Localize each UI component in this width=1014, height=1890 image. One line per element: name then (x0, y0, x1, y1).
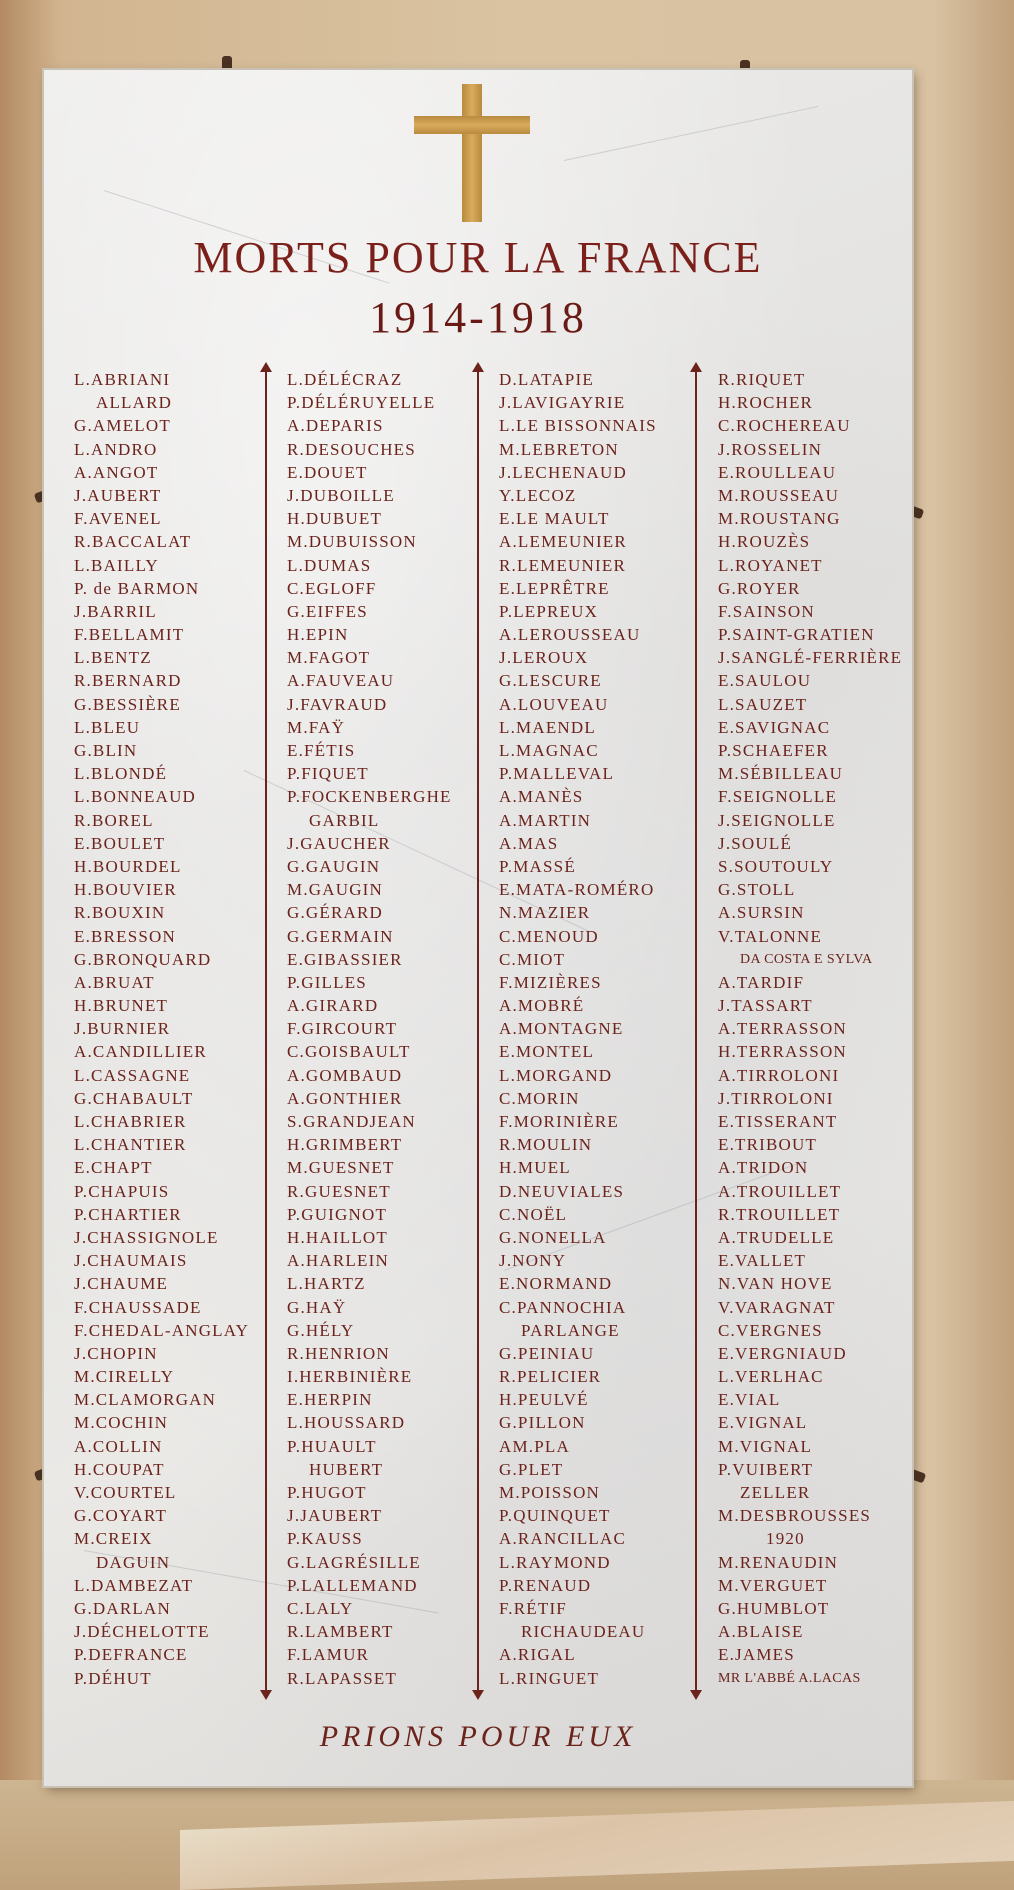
name-entry: E.LE MAULT (499, 509, 610, 529)
name-entry: L.DUMAS (287, 555, 372, 575)
name-entry: M.SÉBILLEAU (718, 764, 844, 784)
name-entry: J.TASSART (718, 996, 813, 1016)
name-entry: G.BLIN (74, 741, 138, 760)
name-entry: L.CHANTIER (74, 1135, 187, 1155)
name-entry: C.NOËL (499, 1204, 568, 1224)
name-entry: L.DAMBEZAT (74, 1575, 194, 1595)
name-entry: DAGUIN (96, 1552, 171, 1572)
name-entry: M.GUESNET (287, 1158, 395, 1178)
column-divider (695, 366, 697, 1696)
name-entry: P.CHARTIER (74, 1204, 182, 1224)
name-entry: P.LALLEMAND (287, 1575, 418, 1595)
name-entry: P.SCHAEFER (718, 741, 829, 760)
name-entry: H.MUEL (499, 1158, 571, 1178)
name-entry: P.HUGOT (287, 1483, 367, 1502)
name-entry: G.BRONQUARD (74, 949, 212, 969)
name-entry: E.VIAL (718, 1390, 781, 1410)
cross-icon (462, 84, 482, 222)
name-entry: L.BLEU (74, 717, 141, 737)
name-entry: L.ANDRO (74, 439, 158, 459)
name-entry: E.MONTEL (499, 1042, 595, 1062)
name-entry: A.GOMBAUD (287, 1065, 403, 1085)
name-entry: H.TERRASSON (718, 1042, 847, 1062)
name-entry: G.HÉLY (287, 1320, 355, 1340)
name-entry: J.DUBOILLE (287, 485, 395, 505)
name-entry: E.SAVIGNAC (718, 717, 831, 737)
name-entry: N.VAN HOVE (718, 1274, 833, 1294)
name-entry: H.BRUNET (74, 996, 169, 1016)
name-entry: AM.PLA (499, 1436, 570, 1456)
name-entry: H.DUBUET (287, 509, 383, 529)
name-entry: A.CANDILLIER (74, 1042, 207, 1062)
name-entry: F.BELLAMIT (74, 625, 185, 645)
name-entry: M.FAŸ (287, 717, 346, 737)
name-entry: A.TIRROLONI (718, 1065, 840, 1085)
name-entry: C.ROCHEREAU (718, 416, 851, 436)
name-entry: E.SAULOU (718, 671, 812, 691)
name-entry: E.DOUET (287, 462, 368, 482)
name-entry: G.GERMAIN (287, 926, 394, 946)
name-entry: A.HARLEIN (287, 1251, 389, 1271)
name-entry: M.RENAUDIN (718, 1552, 839, 1572)
name-entry: E.LEPRÊTRE (499, 578, 610, 598)
name-entry: V.TALONNE (718, 926, 823, 946)
name-entry: M.CIRELLY (74, 1367, 175, 1387)
name-entry: M.ROUSTANG (718, 509, 841, 529)
column-divider (477, 366, 479, 1696)
marble-vein (564, 106, 819, 161)
name-entry: L.ROYANET (718, 555, 823, 575)
name-entry: L.CHABRIER (74, 1112, 187, 1131)
name-entry: H.GRIMBERT (287, 1135, 403, 1155)
name-entry: ALLARD (96, 393, 173, 413)
name-entry: G.STOLL (718, 880, 796, 900)
name-entry: L.MORGAND (499, 1065, 613, 1085)
name-entry: J.AUBERT (74, 485, 162, 505)
name-entry: G.BESSIÈRE (74, 694, 181, 714)
name-entry: J.NONY (499, 1251, 567, 1271)
name-entry: L.DÉLÉCRAZ (287, 370, 403, 389)
name-entry: J.GAUCHER (287, 833, 391, 853)
name-entry: P.DÉHUT (74, 1668, 152, 1688)
name-entry: J.CHAUME (74, 1274, 169, 1294)
name-entry: C.GOISBAULT (287, 1042, 411, 1062)
name-entry: M.COCHIN (74, 1413, 169, 1433)
names-column-3 (499, 368, 657, 1690)
name-entry: H.ROUZÈS (718, 532, 811, 552)
name-entry: L.SAUZET (718, 694, 808, 714)
name-entry: C.VERGNES (718, 1320, 823, 1340)
name-entry: E.VALLET (718, 1251, 807, 1271)
name-entry: G.COYART (74, 1506, 168, 1526)
name-entry: GARBIL (309, 810, 380, 830)
plaque-years: 1914-1918 (369, 293, 587, 342)
name-entry: A.ANGOT (74, 462, 159, 482)
name-entry: G.CHABAULT (74, 1088, 194, 1108)
name-entry: C.MIOT (499, 949, 566, 969)
name-entry: 1920 (766, 1529, 805, 1549)
name-entry: A.RANCILLAC (499, 1529, 627, 1549)
name-entry: J.CHOPIN (74, 1343, 158, 1363)
name-entry: L.RAYMOND (499, 1552, 611, 1572)
name-entry: G.EIFFES (287, 601, 368, 621)
name-entry: F.GIRCOURT (287, 1019, 398, 1039)
name-entry: P.HUAULT (287, 1436, 377, 1456)
name-entry: L.ABRIANI (74, 370, 171, 389)
name-entry: V.COURTEL (74, 1483, 177, 1502)
name-entry: J.CHAUMAIS (74, 1251, 188, 1271)
name-entry: HUBERT (309, 1459, 384, 1479)
name-entry: H.COUPAT (74, 1459, 165, 1479)
name-entry: ZELLER (740, 1483, 811, 1502)
name-entry: G.DARLAN (74, 1598, 171, 1618)
name-entry: J.FAVRAUD (287, 694, 388, 714)
name-entry: H.BOURDEL (74, 856, 182, 876)
name-entry: A.MOBRÉ (499, 996, 585, 1016)
name-entry: P.SAINT-GRATIEN (718, 625, 875, 645)
name-entry: H.PEULVÉ (499, 1390, 589, 1410)
name-entry: R.PELICIER (499, 1367, 602, 1387)
name-entry: P.DEFRANCE (74, 1645, 188, 1665)
name-entry: E.JAMES (718, 1645, 795, 1665)
name-entry: H.EPIN (287, 625, 349, 645)
name-entry: A.FAUVEAU (287, 671, 395, 691)
name-entry: C.MORIN (499, 1088, 580, 1108)
name-entry: L.HARTZ (287, 1274, 366, 1294)
name-entry: P.FIQUET (287, 764, 369, 784)
name-entry: L.CASSAGNE (74, 1065, 191, 1085)
name-entry: A.COLLIN (74, 1436, 163, 1456)
name-entry: J.DÉCHELOTTE (74, 1622, 210, 1642)
name-entry: P.MALLEVAL (499, 764, 615, 784)
name-entry: L.BENTZ (74, 648, 152, 668)
name-entry: A.TROUILLET (718, 1181, 842, 1201)
name-entry: G.LESCURE (499, 671, 602, 691)
cross-icon-bar (414, 116, 530, 134)
name-entry: R.BOREL (74, 810, 154, 830)
name-entry: G.LAGRÉSILLE (287, 1552, 421, 1572)
name-entry: A.MARTIN (499, 810, 592, 830)
name-entry: J.JAUBERT (287, 1506, 383, 1526)
name-entry: G.PLET (499, 1459, 564, 1479)
name-entry: A.GIRARD (287, 996, 379, 1016)
name-entry: L.BONNEAUD (74, 787, 197, 807)
name-entry: G.NONELLA (499, 1227, 607, 1247)
name-entry: RICHAUDEAU (521, 1622, 646, 1642)
name-entry: J.LECHENAUD (499, 462, 627, 482)
name-entry: A.TRIDON (718, 1158, 809, 1178)
name-entry: G.GÉRARD (287, 903, 384, 923)
name-entry: E.HERPIN (287, 1390, 373, 1410)
name-entry: R.TROUILLET (718, 1204, 841, 1224)
name-entry: E.GIBASSIER (287, 949, 403, 969)
name-entry: L.LE BISSONNAIS (499, 416, 657, 436)
name-entry: J.CHASSIGNOLE (74, 1227, 219, 1247)
name-entry: H.ROCHER (718, 393, 814, 413)
names-column-1 (74, 368, 249, 1690)
name-entry: E.ROULLEAU (718, 462, 837, 482)
name-entry: G.HUMBLOT (718, 1598, 830, 1618)
name-entry: P. de BARMON (74, 578, 200, 598)
name-entry: P.LEPREUX (499, 601, 599, 621)
name-entry: A.BLAISE (718, 1622, 804, 1642)
plaque-footer: PRIONS POUR EUX (319, 1720, 637, 1753)
name-entry: A.MANÈS (499, 787, 584, 807)
name-entry: A.LOUVEAU (499, 694, 609, 714)
name-entry: A.SURSIN (718, 903, 805, 923)
name-entry: F.LAMUR (287, 1645, 370, 1665)
name-entry: R.GUESNET (287, 1181, 391, 1201)
name-entry: E.VIGNAL (718, 1413, 808, 1433)
name-entry: R.MOULIN (499, 1135, 593, 1155)
name-entry: L.HOUSSARD (287, 1413, 406, 1433)
names-column-4 (718, 368, 902, 1690)
name-entry: E.NORMAND (499, 1274, 613, 1294)
name-entry: G.GAUGIN (287, 856, 381, 876)
name-entry: R.DESOUCHES (287, 439, 416, 459)
name-entry: E.VERGNIAUD (718, 1343, 847, 1363)
name-entry: J.SANGLÉ-FERRIÈRE (718, 648, 903, 668)
name-entry: A.TRUDELLE (718, 1227, 835, 1247)
names-column-2 (287, 368, 452, 1690)
name-entry: E.MATA-ROMÉRO (499, 880, 655, 900)
name-entry: A.TERRASSON (718, 1019, 847, 1039)
name-entry: J.BARRIL (74, 601, 157, 621)
name-entry: R.BACCALAT (74, 532, 192, 552)
name-entry: I.HERBINIÈRE (287, 1367, 413, 1387)
name-entry: MR L'ABBÉ A.LACAS (718, 1670, 861, 1686)
memorial-plaque (44, 70, 912, 1786)
name-entry: J.BURNIER (74, 1019, 171, 1039)
name-entry: G.PEINIAU (499, 1343, 595, 1363)
name-entry: M.DESBROUSSES (718, 1506, 872, 1526)
name-entry: R.LAMBERT (287, 1622, 394, 1642)
name-entry: R.LEMEUNIER (499, 555, 626, 575)
name-entry: J.TIRROLONI (718, 1088, 834, 1108)
name-entry: F.SAINSON (718, 601, 815, 621)
name-entry: G.AMELOT (74, 416, 171, 436)
name-entry: H.HAILLOT (287, 1227, 388, 1247)
name-entry: A.LEMEUNIER (499, 532, 627, 552)
name-entry: P.RENAUD (499, 1575, 592, 1595)
name-entry: C.MENOUD (499, 926, 599, 946)
name-entry: P.QUINQUET (499, 1506, 611, 1526)
name-entry: R.RIQUET (718, 370, 806, 389)
name-entry: L.RINGUET (499, 1668, 600, 1688)
name-entry: E.TRIBOUT (718, 1135, 818, 1155)
name-entry: S.GRANDJEAN (287, 1112, 416, 1131)
name-entry: A.GONTHIER (287, 1088, 403, 1108)
name-entry: P.DÉLÉRUYELLE (287, 393, 436, 413)
name-entry: G.PILLON (499, 1413, 586, 1433)
name-entry: A.MONTAGNE (499, 1019, 624, 1039)
name-entry: J.SOULÉ (718, 833, 793, 853)
name-entry: G.ROYER (718, 578, 801, 598)
name-entry: F.SEIGNOLLE (718, 787, 838, 807)
name-entry: R.BOUXIN (74, 903, 166, 923)
name-entry: M.LEBRETON (499, 439, 619, 459)
name-entry: C.PANNOCHIA (499, 1297, 627, 1317)
name-entry: P.GUIGNOT (287, 1204, 388, 1224)
name-entry: F.MIZIÈRES (499, 972, 602, 992)
name-entry: L.VERLHAC (718, 1367, 824, 1387)
name-entry: D.LATAPIE (499, 370, 594, 389)
name-entry: A.DEPARIS (287, 416, 384, 436)
name-entry: M.CREIX (74, 1529, 153, 1549)
name-entry: L.MAENDL (499, 717, 596, 737)
name-entry: F.RÉTIF (499, 1598, 567, 1618)
plaque-title: MORTS POUR LA FRANCE (193, 233, 763, 282)
name-entry: A.TARDIF (718, 972, 805, 992)
name-entry: M.DUBUISSON (287, 532, 417, 552)
name-entry: F.CHEDAL-ANGLAY (74, 1320, 250, 1340)
name-entry: M.POISSON (499, 1483, 601, 1502)
name-entry: J.LEROUX (499, 648, 589, 668)
name-entry: M.GAUGIN (287, 880, 384, 900)
column-divider (265, 366, 267, 1696)
name-entry: N.MAZIER (499, 903, 591, 923)
name-entry: R.HENRION (287, 1343, 390, 1363)
name-entry: L.BAILLY (74, 555, 159, 575)
name-entry: PARLANGE (521, 1320, 620, 1340)
name-entry: P.CHAPUIS (74, 1181, 170, 1201)
name-entry: E.FÉTIS (287, 741, 356, 760)
name-entry: J.ROSSELIN (718, 439, 823, 459)
name-entry: S.SOUTOULY (718, 856, 834, 876)
name-entry: L.MAGNAC (499, 741, 599, 760)
name-entry: A.BRUAT (74, 972, 155, 992)
name-entry: M.ROUSSEAU (718, 485, 840, 505)
name-entry: F.MORINIÈRE (499, 1112, 619, 1131)
name-entry: F.AVENEL (74, 509, 162, 529)
name-entry: A.LEROUSSEAU (499, 625, 641, 645)
name-entry: G.HAŸ (287, 1297, 347, 1317)
name-entry: M.VERGUET (718, 1575, 828, 1595)
name-entry: DA COSTA E SYLVA (740, 951, 873, 967)
name-entry: J.SEIGNOLLE (718, 810, 836, 830)
name-entry: R.LAPASSET (287, 1668, 398, 1688)
name-entry: P.GILLES (287, 972, 367, 992)
name-entry: C.EGLOFF (287, 578, 377, 598)
name-entry: E.BRESSON (74, 926, 176, 946)
name-entry: E.BOULET (74, 833, 166, 853)
name-entry: C.LALY (287, 1598, 354, 1618)
name-entry: P.MASSÉ (499, 856, 576, 876)
name-entry: V.VARAGNAT (718, 1297, 836, 1317)
name-entry: J.LAVIGAYRIE (499, 393, 626, 413)
name-entry: H.BOUVIER (74, 880, 177, 900)
name-entry: A.MAS (499, 833, 559, 853)
name-entry: P.KAUSS (287, 1529, 363, 1549)
name-entry: L.BLONDÉ (74, 764, 168, 784)
name-entry: P.FOCKENBERGHE (287, 787, 452, 807)
name-entry: Y.LECOZ (499, 485, 577, 505)
name-entry: M.VIGNAL (718, 1436, 813, 1456)
name-entry: A.RIGAL (499, 1645, 576, 1665)
name-entry: M.CLAMORGAN (74, 1390, 217, 1410)
name-entry: M.FAGOT (287, 648, 371, 668)
name-entry: F.CHAUSSADE (74, 1297, 202, 1317)
name-entry: E.TISSERANT (718, 1112, 838, 1131)
name-entry: E.CHAPT (74, 1158, 153, 1178)
name-entry: D.NEUVIALES (499, 1181, 625, 1201)
name-entry: R.BERNARD (74, 671, 182, 691)
name-entry: P.VUIBERT (718, 1459, 814, 1479)
